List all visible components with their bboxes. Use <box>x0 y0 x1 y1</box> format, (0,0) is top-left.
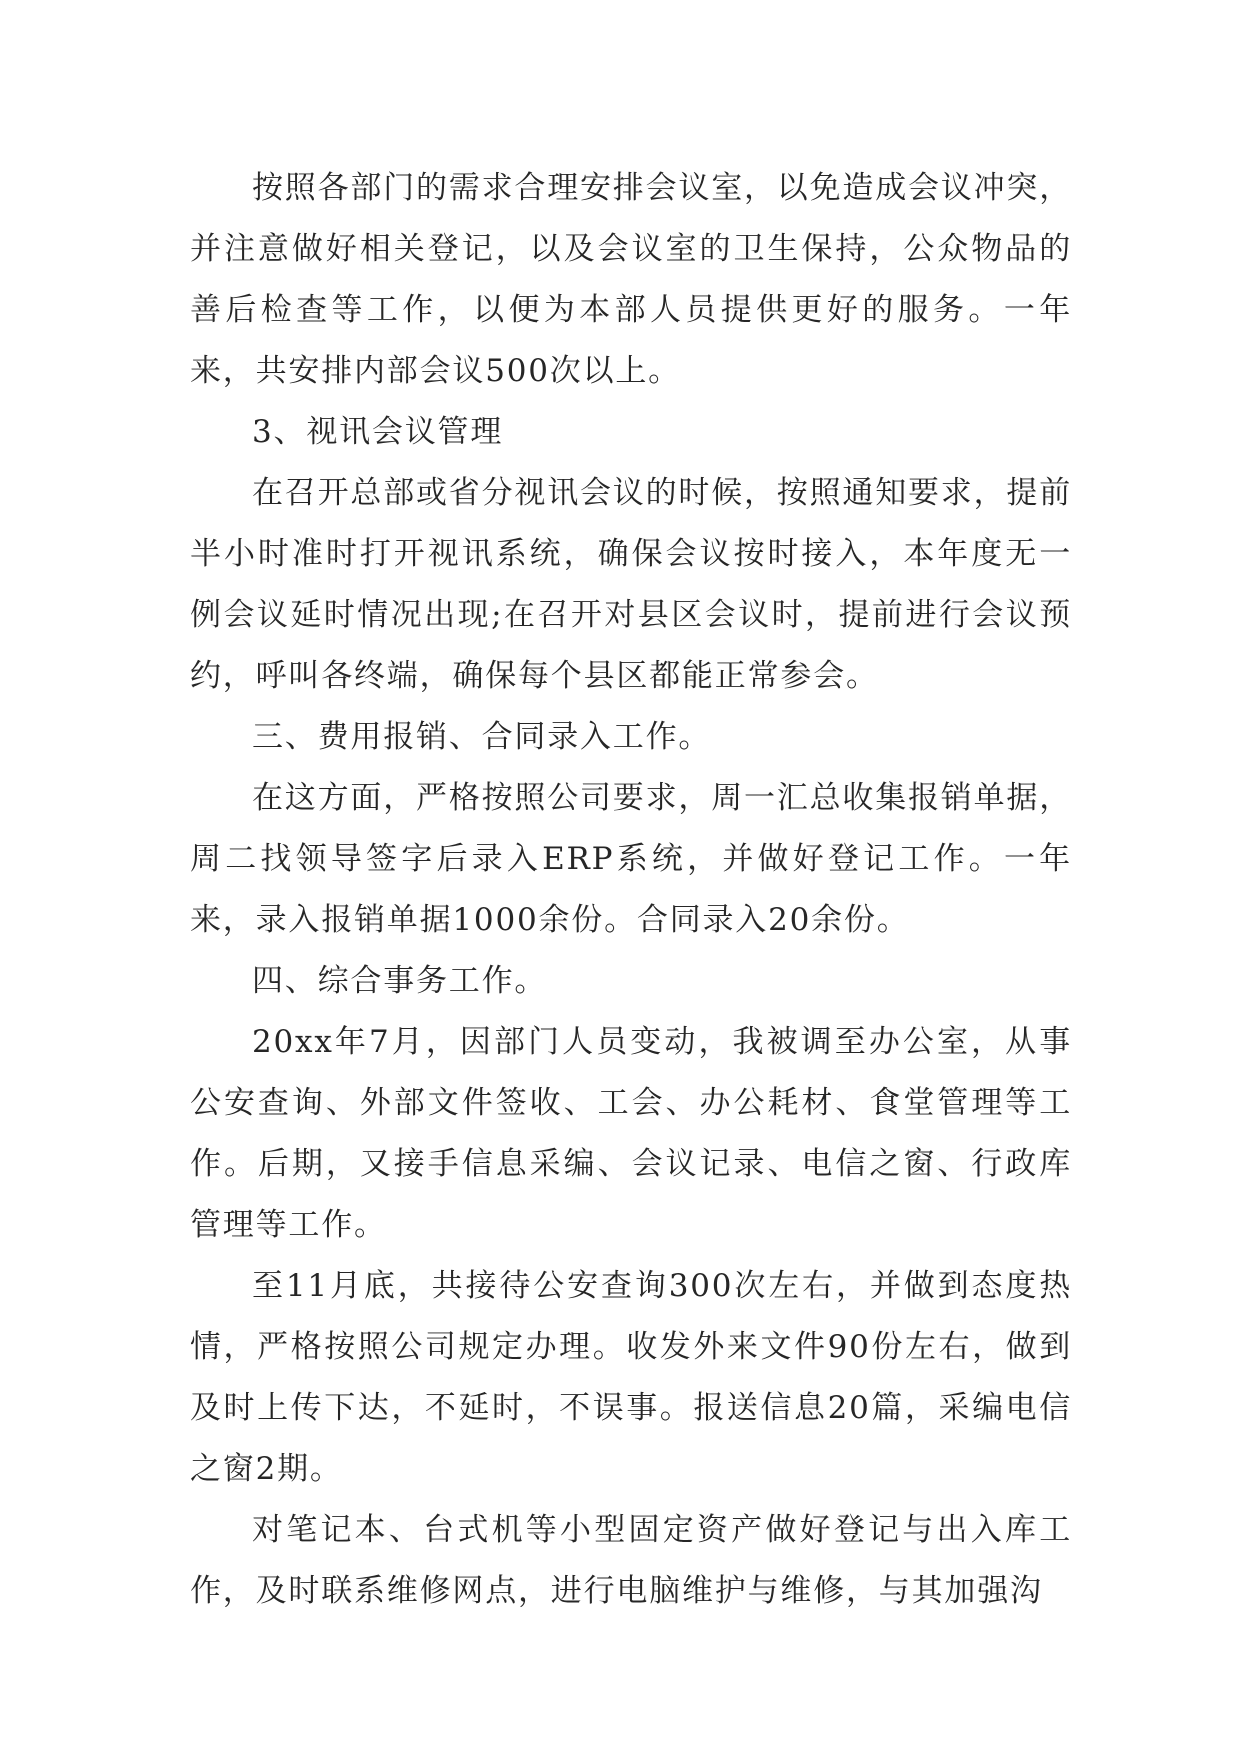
paragraph-fixed-assets: 对笔记本、台式机等小型固定资产做好登记与出入库工作，及时联系维修网点，进行电脑维护与维修，与其加强沟 <box>190 1512 1072 1609</box>
paragraph-general-affairs: 20xx年7月，因部门人员变动，我被调至办公室，从事公安查询、外部文件签收、工会、办公耗材、食堂管理等工作。后期，又接手信息采编、会议记录、电信之窗、行政库管理等工作。 <box>190 1024 1072 1243</box>
paragraph-expense-contract: 在这方面，严格按照公司要求，周一汇总收集报销单据，周二找领导签字后录入ERP系统，并做好登记工作。一年来，录入报销单据1000余份。合同录入20余份。 <box>190 780 1072 938</box>
heading-expense-contract: 三、费用报销、合同录入工作。 <box>252 719 712 755</box>
document-body <box>190 158 1072 1622</box>
heading-video-conference: 3、视讯会议管理 <box>252 414 504 450</box>
heading-general-affairs: 四、综合事务工作。 <box>252 963 548 999</box>
paragraph-meeting-room: 按照各部门的需求合理安排会议室，以免造成会议冲突，并注意做好相关登记，以及会议室的卫生保持，公众物品的善后检查等工作，以便为本部人员提供更好的服务。一年来，共安排内部会议500次以上。 <box>190 170 1072 389</box>
paragraph-video-conference: 在召开总部或省分视讯会议的时候，按照通知要求，提前半小时准时打开视讯系统，确保会议按时接入，本年度无一例会议延时情况出现;在召开对县区会议时，提前进行会议预约，呼叫各终端，确保每个县区都能正常参会。 <box>190 475 1072 694</box>
paragraph-november-summary: 至11月底，共接待公安查询300次左右，并做到态度热情，严格按照公司规定办理。收发外来文件90份左右，做到及时上传下达，不延时，不误事。报送信息20篇，采编电信之窗2期。 <box>190 1268 1072 1487</box>
